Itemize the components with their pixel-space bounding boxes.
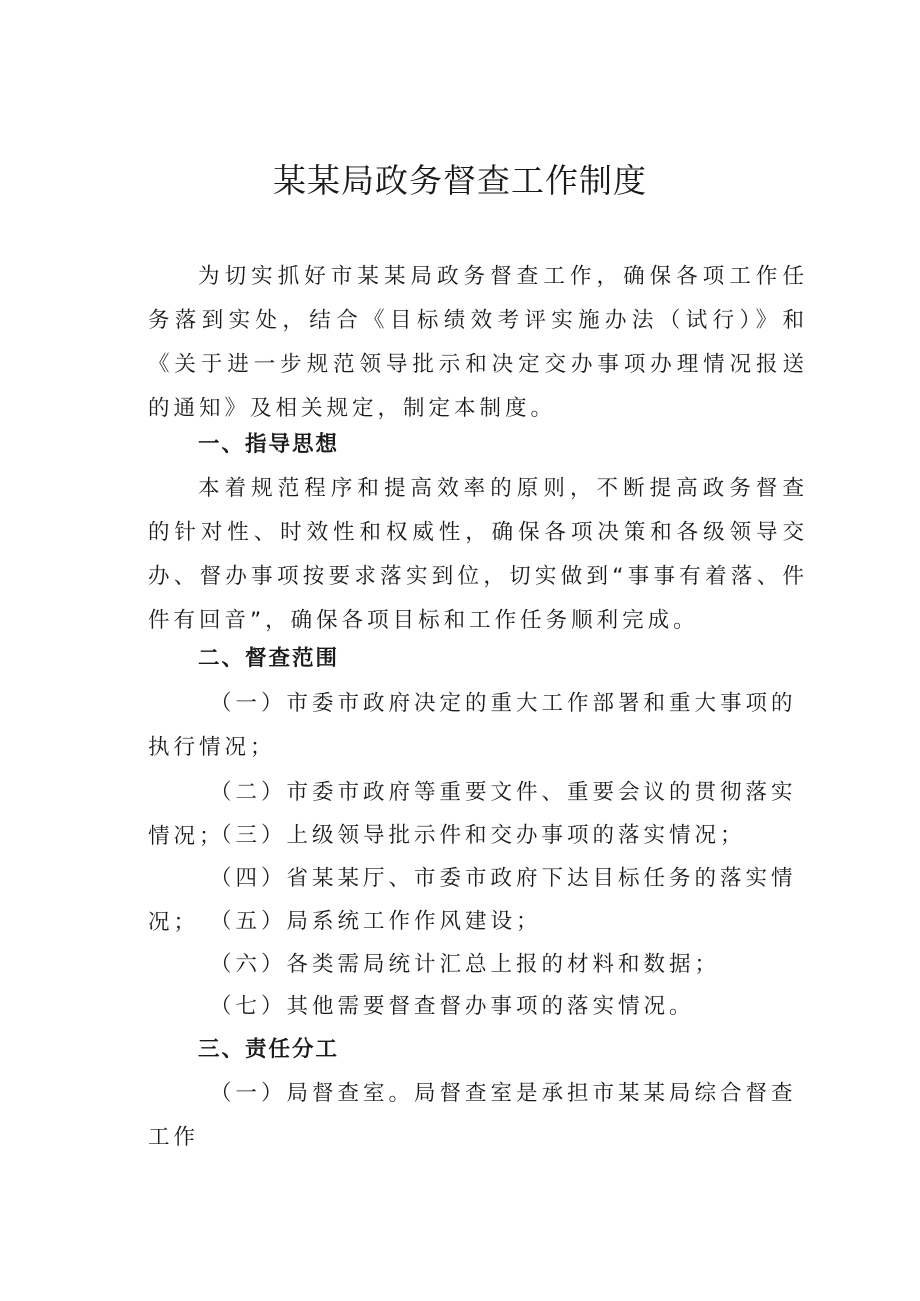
section-heading-guiding-ideology: 一、指导思想 bbox=[198, 432, 340, 457]
guiding-ideology-paragraph: 本着规范程序和提高效率的原则，不断提高政务督查的针对性、时效性和权威性，确保各项决策和各级领导交办、督办事项按要求落实到位，切实做到“事事有着落、件件有回音”，确保各项目标和工作任务顺利完成。 bbox=[148, 476, 808, 633]
scope-item-6: （六）各类需局统计汇总上报的材料和数据； bbox=[210, 952, 721, 977]
section-heading-responsibilities: 三、责任分工 bbox=[198, 1037, 340, 1062]
scope-item-4: （四）省某某厅、市委市政府下达目标任务的落实情况； bbox=[148, 866, 797, 935]
scope-item-3: （三）上级领导批示件和交办事项的落实情况； bbox=[210, 823, 746, 848]
scope-item-2: （二）市委市政府等重要文件、重要会议的贯彻落实情况； bbox=[148, 780, 797, 849]
section-heading-scope: 二、督查范围 bbox=[198, 646, 340, 671]
responsibility-item-1: （一）局督查室。局督查室是承担市某某局综合督查工作 bbox=[148, 1081, 797, 1150]
scope-item-5: （五）局系统工作作风建设； bbox=[210, 909, 542, 934]
document-title: 某某局政务督查工作制度 bbox=[273, 161, 647, 200]
scope-item-7: （七）其他需要督查督办事项的落实情况。 bbox=[210, 994, 695, 1019]
scope-item-1: （一）市委市政府决定的重大工作部署和重大事项的执行情况； bbox=[148, 691, 797, 760]
intro-paragraph: 为切实抓好市某某局政务督查工作，确保各项工作任务落到实处，结合《目标绩效考评实施办法（试行）》和《关于进一步规范领导批示和决定交办事项办理情况报送的通知》及相关规定，制定本制度。 bbox=[148, 264, 808, 421]
